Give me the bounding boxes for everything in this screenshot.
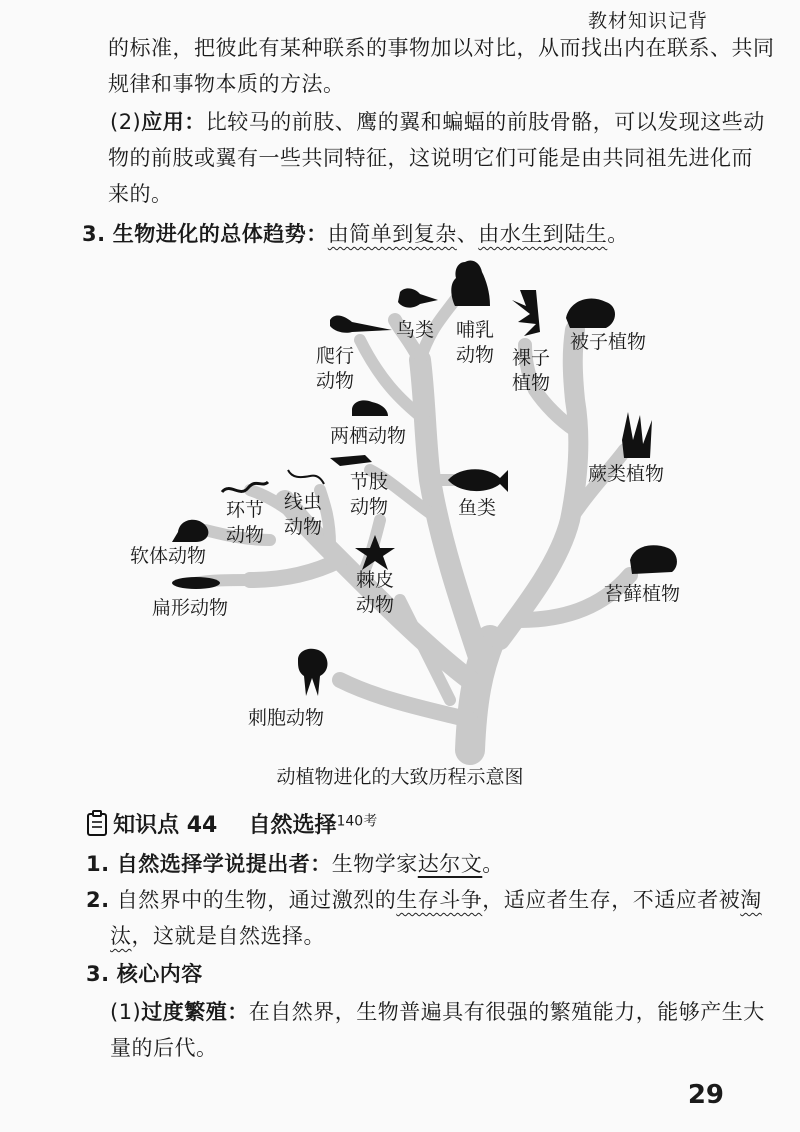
fish-silhouette-icon	[448, 469, 508, 492]
label-amphibian: 两栖动物	[330, 425, 407, 447]
kp44-exam-count: 140考	[336, 813, 378, 830]
kp-item1-end: 。	[482, 852, 504, 876]
item3-num: 3.	[82, 222, 106, 246]
running-header: 教材知识记背	[587, 10, 708, 32]
kp44-label: 知识点 44	[113, 813, 218, 838]
kp-item2-struggle: 生存斗争	[396, 888, 483, 912]
kp-item1-darwin: 达尔文	[417, 852, 483, 876]
kp-item2-post: ，这就是自然选择。	[131, 924, 325, 948]
kp-item1	[86, 846, 504, 882]
trend-simple-to-complex: 由简单到复杂	[327, 222, 457, 246]
fern-silhouette-icon	[622, 412, 652, 458]
label-arthropod-2: 动物	[350, 496, 389, 518]
label-arthropod	[350, 470, 388, 520]
para2-rest: 比较马的前肢、鹰的翼和蝙蝠的前肢骨骼，可以发现这些动	[205, 110, 765, 134]
label-reptile-1: 爬行	[316, 345, 355, 367]
label-echinoderm-2: 动物	[356, 594, 395, 616]
para2-line2: 物的前肢或翼有一些共同特征，这说明它们可能是由共同祖先进化而	[108, 146, 753, 170]
kp-sub1-term: 过度繁殖：	[141, 1000, 249, 1024]
clipboard-icon	[86, 810, 108, 836]
amphibian-silhouette-icon	[352, 400, 388, 416]
item3-term: 生物进化的总体趋势：	[112, 222, 328, 246]
para2-line3: 来的。	[108, 182, 173, 206]
flatworm-silhouette-icon	[172, 577, 220, 589]
label-nematode	[284, 490, 322, 540]
kp-sub1-rest: 在自然界，生物普遍具有很强的繁殖能力，能够产生大	[248, 1000, 765, 1024]
bird-silhouette-icon	[398, 288, 438, 307]
kp-item2-eliminate-a: 淘	[740, 888, 762, 912]
label-flatworm: 扁形动物	[152, 597, 229, 619]
label-echinoderm	[356, 568, 394, 618]
nematode-silhouette-icon	[288, 470, 324, 484]
label-arthropod-1: 节肢	[350, 471, 389, 493]
kp-sub1-line1	[110, 994, 765, 1030]
item3-end: 。	[607, 222, 629, 246]
label-mammal	[456, 318, 494, 368]
para2-prefix: (2)	[110, 110, 142, 134]
arthropod-silhouette-icon	[330, 455, 372, 466]
kp-item1-num: 1.	[86, 852, 110, 876]
para1-line1: 的标准，把彼此有某种联系的事物加以对比，从而找出内在联系、共同	[108, 36, 775, 60]
label-fern: 蕨类植物	[588, 463, 665, 485]
kp44-heading	[86, 808, 377, 839]
trend-water-to-land: 由水生到陆生	[478, 222, 608, 246]
kp-item2-mid: ，适应者生存，不适应者被	[482, 888, 741, 912]
kp-item3-num: 3.	[86, 962, 110, 986]
gymnosperm-silhouette-icon	[512, 290, 540, 336]
label-bird: 鸟类	[396, 319, 435, 341]
label-annelid	[226, 498, 264, 548]
trend-sep: 、	[456, 222, 479, 246]
angiosperm-silhouette-icon	[566, 299, 615, 328]
mollusc-silhouette-icon	[172, 520, 208, 542]
kp-item1-term: 自然选择学说提出者：	[116, 852, 332, 876]
label-reptile	[316, 344, 354, 394]
label-gymno-1: 裸子	[512, 347, 551, 369]
kp-item2-line1	[86, 882, 762, 918]
kp-sub1-prefix: (1)	[110, 1000, 142, 1024]
label-gymnosperm	[512, 346, 550, 396]
label-echinoderm-1: 棘皮	[356, 569, 395, 591]
kp-item2-num: 2.	[86, 888, 110, 912]
mammal-silhouette-icon	[451, 260, 490, 306]
label-moss: 苔藓植物	[604, 583, 681, 605]
label-fish: 鱼类	[458, 497, 497, 519]
diagram-caption: 动植物进化的大致历程示意图	[276, 766, 524, 788]
kp44-title: 自然选择	[248, 813, 337, 838]
cnidarian-silhouette-icon	[298, 649, 327, 696]
worm-silhouettes	[222, 470, 324, 492]
label-mammal-1: 哺乳	[456, 319, 495, 341]
label-gymno-2: 植物	[512, 372, 551, 394]
label-mammal-2: 动物	[456, 344, 495, 366]
label-annelid-2: 动物	[226, 524, 265, 546]
label-cnidarian: 刺胞动物	[248, 707, 325, 729]
kp-item2-eliminate-b: 汰	[110, 924, 132, 948]
page-number: 29	[687, 1080, 724, 1110]
reptile-silhouette-icon	[330, 316, 392, 333]
label-nematode-2: 动物	[284, 516, 323, 538]
label-annelid-1: 环节	[226, 499, 265, 521]
kp-item3	[86, 956, 203, 992]
label-mollusc: 软体动物	[130, 545, 207, 567]
para2-term: 应用：	[141, 110, 206, 134]
kp-item2-pre: 自然界中的生物，通过激烈的	[116, 888, 397, 912]
kp-sub1-line2: 量的后代。	[110, 1036, 218, 1060]
label-reptile-2: 动物	[316, 370, 355, 392]
label-nematode-1: 线虫	[284, 491, 323, 513]
label-angiosperm: 被子植物	[570, 331, 647, 353]
kp-item1-rest: 生物学家	[331, 852, 418, 876]
kp-item3-term: 核心内容	[116, 962, 203, 986]
kp-item2-line2	[110, 918, 325, 954]
moss-silhouette-icon	[630, 545, 677, 574]
para1-line2: 规律和事物本质的方法。	[108, 72, 345, 96]
